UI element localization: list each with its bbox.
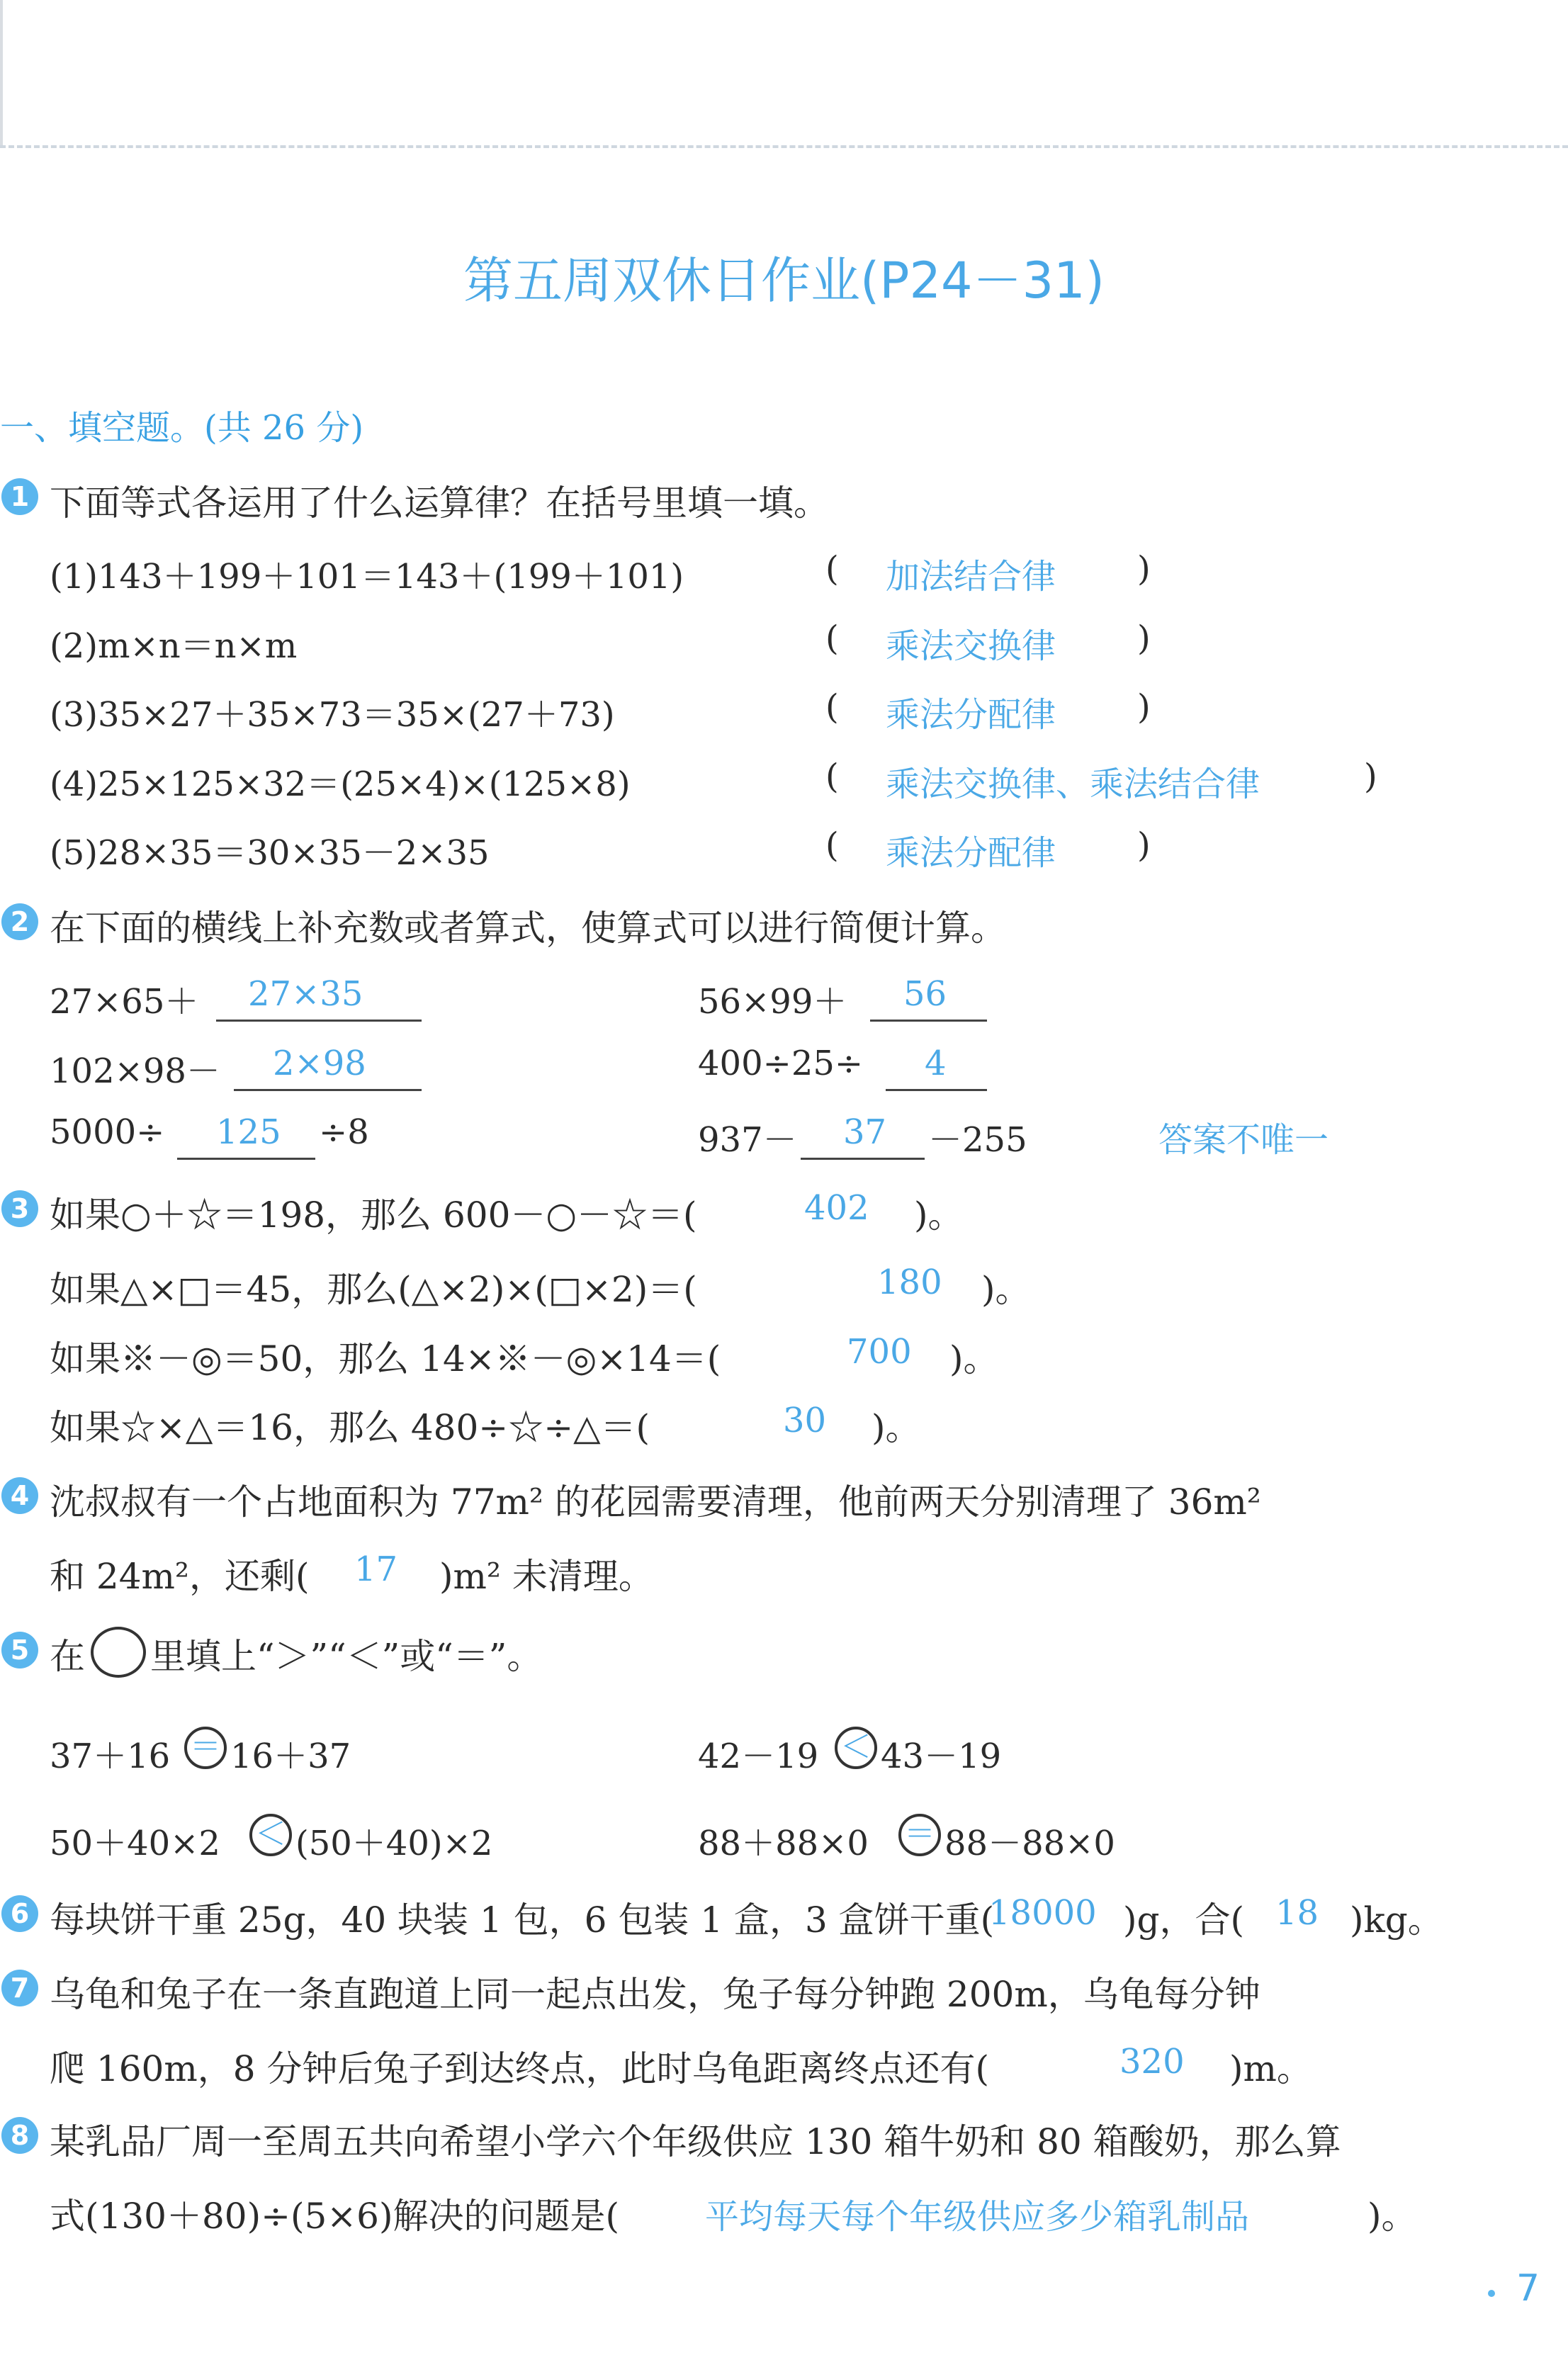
q7-line-2-post: )m。: [1229, 2048, 1312, 2089]
q4-answer: 17: [354, 1549, 398, 1589]
q3-line-1-pre: 如果○＋☆＝198，那么 600－○－☆＝(: [50, 1195, 697, 1236]
q2-item-3-blank: [234, 1088, 422, 1091]
question-7-badge: 7: [1, 1970, 38, 2006]
q5-item-2-circle: ＜: [835, 1727, 877, 1769]
q1-item-2-close: ): [1137, 619, 1151, 658]
q1-item-3-open: (: [825, 687, 839, 727]
q2-item-6-answer: 37: [843, 1112, 887, 1152]
q1-item-3-close: ): [1137, 687, 1151, 727]
q4-line-1: 沈叔叔有一个占地面积为 77m² 的花园需要清理，他前两天分别清理了 36m²: [50, 1481, 1261, 1523]
q1-item-3-answer: 乘法分配律: [886, 695, 1056, 735]
q1-item-4-expr: (4)25×125×32＝(25×4)×(125×8): [50, 764, 631, 804]
q2-item-4-blank: [886, 1088, 987, 1091]
q3-line-1-post: )。: [914, 1195, 964, 1236]
q5-item-1-right: 16＋37: [230, 1737, 351, 1776]
q2-item-2-blank: [870, 1018, 987, 1022]
q1-item-4-close: ): [1364, 757, 1377, 796]
q5-item-2-left: 42－19: [698, 1737, 819, 1776]
q2-note: 答案不唯一: [1158, 1120, 1329, 1160]
q8-answer: 平均每天每个年级供应多少箱乳制品: [705, 2197, 1250, 2237]
q1-item-3-expr: (3)35×27＋35×73＝35×(27＋73): [50, 695, 615, 735]
q2-item-5-answer: 125: [216, 1112, 281, 1152]
q1-item-5-close: ): [1137, 825, 1151, 865]
q1-item-4-answer: 乘法交换律、乘法结合律: [886, 764, 1260, 804]
left-margin-line: [0, 0, 3, 145]
q8-line-1: 某乳品厂周一至周五共向希望小学六个年级供应 130 箱牛奶和 80 箱酸奶，那么算: [50, 2121, 1341, 2162]
q5-stem-post: 里填上“＞”“＜”或“＝”。: [150, 1636, 543, 1677]
q1-item-1-answer: 加法结合律: [886, 557, 1056, 597]
q6-pre: 每块饼干重 25g，40 块装 1 包，6 包装 1 盒，3 盒饼干重(: [50, 1899, 995, 1941]
question-6-badge: 6: [1, 1895, 38, 1932]
q1-stem: 下面等式各运用了什么运算律？在括号里填一填。: [50, 482, 829, 524]
q2-item-3-pre: 102×98－: [50, 1051, 220, 1091]
q5-item-3-circle: ＜: [249, 1814, 292, 1856]
q5-example-circle: [91, 1627, 146, 1678]
q1-item-5-answer: 乘法分配律: [886, 833, 1056, 873]
question-8-badge: 8: [1, 2117, 38, 2154]
page-number-bullet: [1488, 2290, 1495, 2297]
q3-line-3-post: )。: [949, 1338, 999, 1379]
q1-item-1-open: (: [825, 549, 839, 589]
q2-item-4-pre: 400÷25÷: [698, 1044, 864, 1083]
q2-item-4-answer: 4: [925, 1044, 947, 1083]
section-heading: 一、填空题。(共 26 分): [0, 408, 364, 448]
q5-item-4-circle: ＝: [898, 1814, 941, 1856]
q3-line-4-pre: 如果☆×△＝16，那么 480÷☆÷△＝(: [50, 1407, 650, 1448]
q2-item-5-post: ÷8: [319, 1112, 369, 1152]
q3-line-3-answer: 700: [847, 1332, 912, 1372]
q3-line-2-pre: 如果△×□＝45，那么(△×2)×(□×2)＝(: [50, 1269, 697, 1310]
q7-line-1: 乌龟和兔子在一条直跑道上同一起点出发，兔子每分钟跑 200m，乌龟每分钟: [50, 1974, 1260, 2015]
q5-item-4-left: 88＋88×0: [698, 1824, 869, 1863]
q1-item-1-close: ): [1137, 549, 1151, 589]
q5-item-3-right: (50＋40)×2: [295, 1824, 493, 1863]
q5-item-2-right: 43－19: [881, 1737, 1002, 1776]
q2-item-1-blank: [216, 1018, 422, 1022]
q1-item-2-answer: 乘法交换律: [886, 626, 1056, 666]
q2-stem: 在下面的横线上补充数或者算式，使算式可以进行简便计算。: [50, 908, 1006, 949]
page-title: 第五周双休日作业(P24－31): [463, 252, 1105, 310]
q1-item-5-open: (: [825, 825, 839, 865]
q3-line-4-post: )。: [872, 1407, 921, 1448]
q1-item-4-open: (: [825, 757, 839, 796]
q6-post: )kg。: [1350, 1899, 1443, 1941]
q7-line-2-pre: 爬 160m，8 分钟后兔子到达终点，此时乌龟距离终点还有(: [50, 2048, 989, 2089]
q1-item-1-expr: (1)143＋199＋101＝143＋(199＋101): [50, 557, 684, 597]
q6-answer-2: 18: [1275, 1893, 1319, 1933]
q4-line-2-post: )m² 未清理。: [439, 1556, 654, 1597]
q3-line-3-pre: 如果※－◎＝50，那么 14×※－◎×14＝(: [50, 1338, 721, 1379]
q1-item-2-expr: (2)m×n＝n×m: [50, 626, 298, 666]
q3-line-1-answer: 402: [804, 1188, 869, 1228]
q8-line-2-pre: 式(130＋80)÷(5×6)解决的问题是(: [50, 2196, 620, 2237]
q2-item-1-pre: 27×65＋: [50, 982, 199, 1022]
q3-line-4-answer: 30: [783, 1401, 827, 1440]
question-4-badge: 4: [1, 1477, 38, 1514]
q2-item-2-pre: 56×99＋: [698, 982, 847, 1022]
q5-item-4-right: 88－88×0: [944, 1824, 1115, 1863]
q2-item-6-blank: [801, 1156, 925, 1160]
q7-answer: 320: [1119, 2042, 1185, 2082]
q5-item-1-circle: ＝: [184, 1727, 227, 1769]
q5-item-3-left: 50＋40×2: [50, 1824, 220, 1863]
q2-item-2-answer: 56: [903, 974, 947, 1014]
question-1-badge: 1: [1, 478, 38, 515]
q2-item-6-pre: 937－: [698, 1120, 797, 1160]
dashed-divider: [0, 145, 1568, 148]
q3-line-2-post: )。: [981, 1269, 1031, 1310]
q1-item-2-open: (: [825, 619, 839, 658]
q4-line-2-pre: 和 24m²，还剩(: [50, 1556, 310, 1597]
q2-item-5-pre: 5000÷: [50, 1112, 165, 1152]
q6-mid: )g，合(: [1123, 1899, 1245, 1941]
question-2-badge: 2: [1, 903, 38, 940]
q1-item-5-expr: (5)28×35＝30×35－2×35: [50, 833, 490, 873]
q3-line-2-answer: 180: [877, 1263, 942, 1302]
q2-item-1-answer: 27×35: [248, 974, 363, 1014]
q6-answer-1: 18000: [988, 1893, 1097, 1933]
q2-item-3-answer: 2×98: [273, 1044, 366, 1083]
q5-stem-pre: 在: [50, 1636, 85, 1677]
q5-item-1-left: 37＋16: [50, 1737, 171, 1776]
page-number: 7: [1516, 2267, 1540, 2310]
question-3-badge: 3: [1, 1190, 38, 1227]
q2-item-6-post: －255: [928, 1120, 1027, 1160]
q2-item-5-blank: [177, 1156, 315, 1160]
q8-line-2-post: )。: [1367, 2196, 1417, 2237]
question-5-badge: 5: [1, 1632, 38, 1669]
